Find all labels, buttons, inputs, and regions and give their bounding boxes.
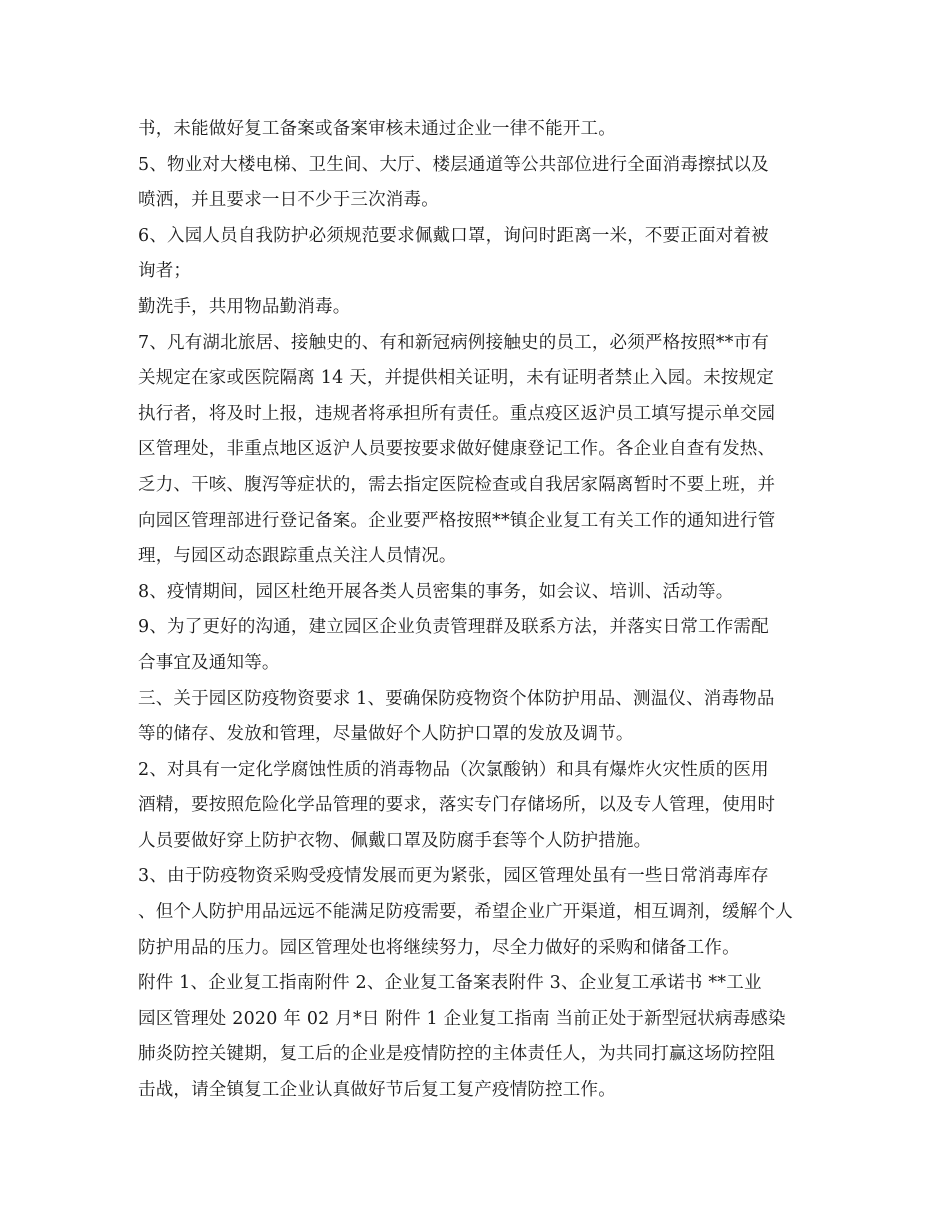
text-line: 3、由于防疫物资采购受疫情发展而更为紧张，园区管理处虽有一些日常消毒库存 [138,866,769,887]
text-line: 理，与园区动态跟踪重点关注人员情况。 [138,546,457,567]
text-line: 书，未能做好复工备案或备案审核未通过企业一律不能开工。 [138,119,616,139]
text-line: 乏力、干咳、腹泻等症状的，需去指定医院检查或自我居家隔离暂时不要上班，并 [138,474,776,495]
text-line: 7、凡有湖北旅居、接触史的、有和新冠病例接触史的员工，必须严格按照**市有 [138,332,770,353]
text-line: 园区管理处 2020 年 02 月*日 附件 1 企业复工指南 当前正处于新型冠状病毒感染 [138,1008,786,1029]
text-line: 8、疫情期间，园区杜绝开展各类人员密集的事务，如会议、培训、活动等。 [138,581,734,602]
text-line: 9、为了更好的沟通，建立园区企业负责管理群及联系方法，并落实日常工作需配 [138,617,769,638]
text-line: 三、关于园区防疫物资要求 1、要确保防疫物资个体防护用品、测温仪、消毒物品 [138,688,775,709]
document-body [138,112,818,1109]
text-line: 肺炎防控关键期，复工后的企业是疫情防控的主体责任人，为共同打赢这场防控阻 [138,1044,776,1065]
text-line: 、但个人防护用品远远不能满足防疫需要，希望企业广开渠道，相互调剂，缓解个人 [138,902,793,923]
text-line: 勤洗手，共用物品勤消毒。 [138,296,351,317]
text-line: 等的储存、发放和管理，尽量做好个人防护口罩的发放及调节。 [138,724,634,745]
text-line: 向园区管理部进行登记备案。企业要严格按照**镇企业复工有关工作的通知进行管 [138,510,776,531]
text-line: 人员要做好穿上防护衣物、佩戴口罩及防腐手套等个人防护措施。 [138,830,652,851]
text-line: 2、对具有一定化学腐蚀性质的消毒物品（次氯酸钠）和具有爆炸火灾性质的医用 [138,759,769,780]
text-line: 酒精，要按照危险化学品管理的要求，落实专门存储场所，以及专人管理，使用时 [138,795,776,816]
text-line: 附件 1、企业复工指南附件 2、企业复工备案表附件 3、企业复工承诺书 **工业 [138,973,762,994]
text-line: 执行者，将及时上报，违规者将承担所有责任。重点疫区返沪员工填写提示单交园 [138,403,776,424]
text-line: 6、入园人员自我防护必须规范要求佩戴口罩，询问时距离一米，不要正面对着被 [138,225,769,246]
text-line: 区管理处，非重点地区返沪人员要按要求做好健康登记工作。各企业自查有发热、 [138,439,776,460]
text-line: 5、物业对大楼电梯、卫生间、大厅、楼层通道等公共部位进行全面消毒擦拭以及 [138,154,769,175]
text-line: 询者； [138,261,192,282]
text-line: 关规定在家或医院隔离 14 天，并提供相关证明，未有证明者禁止入园。未按规定 [138,368,774,389]
text-line: 击战，请全镇复工企业认真做好节后复工复产疫情防控工作。 [138,1080,616,1101]
text-line: 防护用品的压力。园区管理处也将继续努力，尽全力做好的采购和储备工作。 [138,937,740,958]
text-line: 喷洒，并且要求一日不少于三次消毒。 [138,190,439,211]
text-line: 合事宜及通知等。 [138,652,280,673]
